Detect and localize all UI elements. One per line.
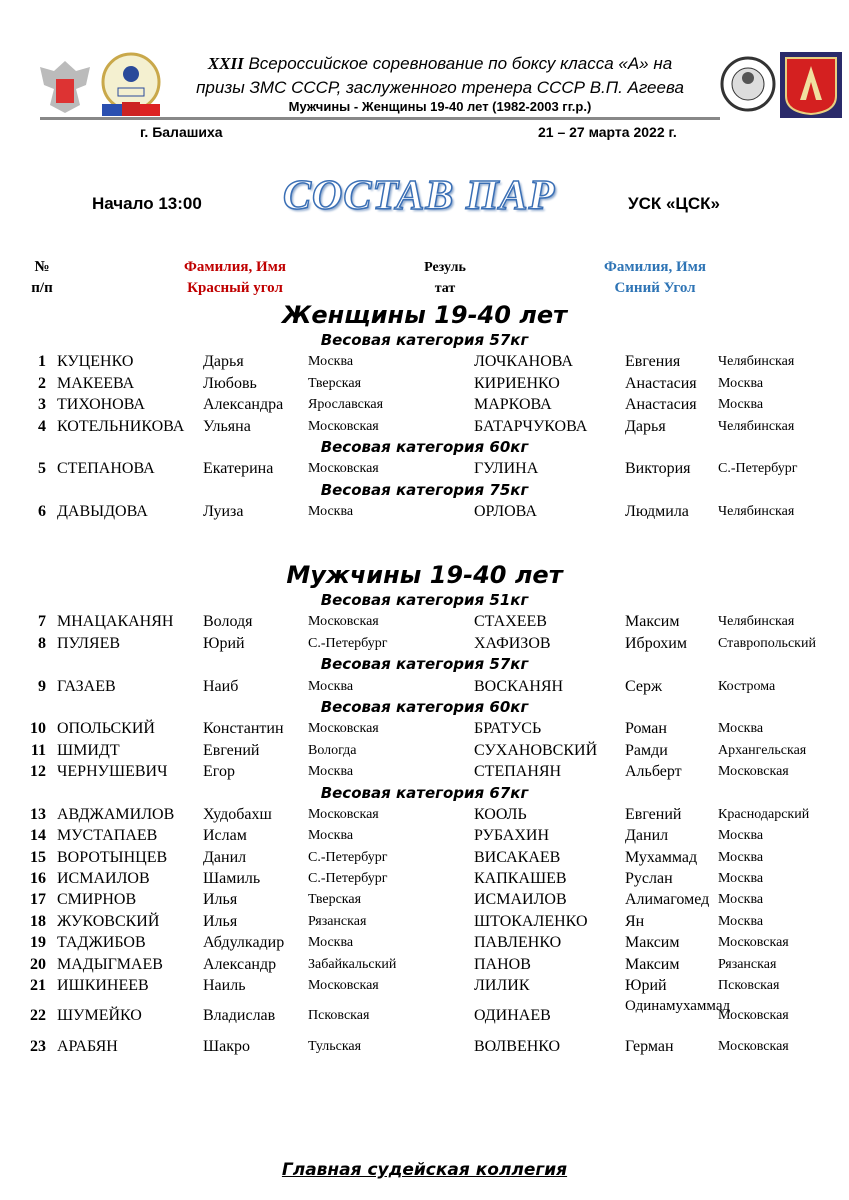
bout-number: 2 <box>38 374 46 392</box>
red-region: Вологда <box>308 742 357 758</box>
blue-region: Москва <box>718 913 764 929</box>
header-roman: XXII <box>207 54 244 73</box>
blue-first-name: Евгений <box>625 805 682 823</box>
red-region: Московская <box>308 461 379 477</box>
blue-first-name: Максим <box>625 613 680 631</box>
blue-first-name: Людмила <box>625 503 689 521</box>
blue-last-name: ПАНОВ <box>474 955 531 973</box>
section-women <box>0 300 849 523</box>
red-region: Московская <box>308 978 379 994</box>
red-emblem-icon <box>780 52 842 118</box>
blue-last-name: ВОСКАНЯН <box>474 677 564 695</box>
blue-region: Московская <box>718 1008 789 1024</box>
red-last-name: ТАДЖИБОВ <box>57 934 146 952</box>
boxing-school-logo-icon <box>720 54 776 114</box>
weight-category: Весовая категория 60кг <box>320 697 529 716</box>
blue-region: Краснодарский <box>718 806 810 822</box>
red-region: С.-Петербург <box>308 849 388 865</box>
blue-first-name: Ян <box>625 912 645 930</box>
table-row <box>0 501 849 522</box>
red-region: Москва <box>308 828 354 844</box>
bout-number: 7 <box>38 613 46 631</box>
bout-number: 3 <box>38 396 46 414</box>
red-first-name: Любовь <box>203 374 257 392</box>
red-region: Тверская <box>308 375 362 391</box>
table-row <box>0 373 849 394</box>
blue-last-name: МАРКОВА <box>474 396 552 414</box>
red-region: Рязанская <box>308 913 367 929</box>
red-first-name: Юрий <box>203 634 245 652</box>
table-row <box>0 868 849 889</box>
red-last-name: ИСМАИЛОВ <box>57 870 150 888</box>
blue-region: С.-Петербург <box>718 461 798 477</box>
red-first-name: Екатерина <box>203 460 274 478</box>
blue-last-name: КИРИЕНКО <box>474 374 560 392</box>
eagle-emblem-icon <box>36 55 94 117</box>
bout-number: 6 <box>38 503 46 521</box>
table-row <box>0 889 849 910</box>
col-number-line1: № <box>34 259 50 275</box>
red-first-name: Наиль <box>203 977 246 995</box>
table-row <box>0 1036 849 1057</box>
red-last-name: ИШКИНЕЕВ <box>57 977 149 995</box>
col-blue-line2: Синий Угол <box>614 280 696 296</box>
blue-last-name: ЛИЛИК <box>474 977 530 995</box>
red-region: Московская <box>308 418 379 434</box>
col-number-line2: п/п <box>31 280 53 296</box>
bout-number: 19 <box>30 934 46 952</box>
page-title: СОСТАВ ПАР <box>283 173 556 219</box>
red-last-name: ДАВЫДОВА <box>57 503 148 521</box>
blue-region: Ставропольский <box>718 635 816 651</box>
blue-last-name: ХАФИЗОВ <box>474 634 551 652</box>
blue-last-name: КООЛЬ <box>474 805 527 823</box>
table-row <box>0 416 849 437</box>
bout-number: 14 <box>30 827 46 845</box>
table-row <box>0 676 849 697</box>
table-row <box>0 740 849 761</box>
blue-first-name: Максим <box>625 955 680 973</box>
table-row <box>0 975 849 996</box>
blue-first-name: Анастасия <box>625 396 697 414</box>
red-last-name: ОПОЛЬСКИЙ <box>57 720 155 738</box>
sfbmo-logo-icon <box>100 52 162 118</box>
red-first-name: Владислав <box>203 1007 276 1025</box>
blue-first-name: Герман <box>625 1038 674 1056</box>
blue-first-name: Одинамухаммад <box>625 998 731 1015</box>
blue-last-name: ШТОКАЛЕНКО <box>474 912 588 930</box>
blue-first-name: Дарья <box>625 417 666 435</box>
red-last-name: ЖУКОВСКИЙ <box>57 912 160 930</box>
bout-number: 21 <box>30 977 46 995</box>
blue-last-name: ОРЛОВА <box>474 503 537 521</box>
col-result-line1: Резуль <box>424 260 466 275</box>
blue-region: Московская <box>718 764 789 780</box>
blue-last-name: ГУЛИНА <box>474 460 539 478</box>
bout-number: 1 <box>38 353 46 371</box>
red-first-name: Наиб <box>203 677 239 695</box>
red-region: Московская <box>308 614 379 630</box>
red-last-name: КОТЕЛЬНИКОВА <box>57 417 185 435</box>
table-row <box>0 458 849 479</box>
blue-region: Москва <box>718 828 764 844</box>
red-first-name: Ульяна <box>203 417 251 435</box>
blue-first-name: Анастасия <box>625 374 697 392</box>
table-row <box>0 394 849 415</box>
table-row <box>0 804 849 825</box>
red-first-name: Илья <box>203 891 238 909</box>
red-last-name: МАДЫГМАЕВ <box>57 955 163 973</box>
bout-number: 8 <box>38 634 46 652</box>
footer-signature-title: Главная судейская коллегия <box>281 1160 568 1180</box>
red-first-name: Александра <box>203 396 284 414</box>
red-last-name: ВОРОТЫНЦЕВ <box>57 848 168 866</box>
red-region: Московская <box>308 721 379 737</box>
red-region: Москва <box>308 504 354 520</box>
blue-first-name: Руслан <box>625 870 673 888</box>
table-row <box>0 847 849 868</box>
red-region: Ярославская <box>308 397 384 413</box>
blue-region: Псковская <box>718 978 780 994</box>
blue-first-name: Мухаммад <box>625 848 698 866</box>
red-last-name: МНАЦАКАНЯН <box>57 613 174 631</box>
table-row <box>0 611 849 632</box>
bout-number: 11 <box>30 741 46 759</box>
bout-number: 16 <box>30 870 46 888</box>
red-first-name: Ислам <box>203 827 247 845</box>
col-blue-header <box>570 257 740 299</box>
blue-last-name: ИСМАИЛОВ <box>474 891 567 909</box>
bout-number: 12 <box>30 763 46 781</box>
red-last-name: АВДЖАМИЛОВ <box>57 805 175 823</box>
bout-number: 9 <box>38 677 46 695</box>
red-first-name: Худобахш <box>203 805 272 823</box>
weight-category: Весовая категория 51кг <box>320 591 529 609</box>
red-region: С.-Петербург <box>308 871 388 887</box>
red-first-name: Володя <box>203 613 253 631</box>
blue-region: Кострома <box>718 678 776 694</box>
blue-region: Московская <box>718 1039 789 1055</box>
blue-region: Челябинская <box>718 614 795 630</box>
col-number-header <box>22 257 62 299</box>
blue-first-name: Альберт <box>625 763 682 781</box>
col-blue-line1: Фамилия, Имя <box>604 259 706 275</box>
blue-first-name: Евгения <box>625 353 681 371</box>
dates: 21 – 27 марта 2022 г. <box>538 124 677 140</box>
blue-last-name: ВИСАКАЕВ <box>474 848 561 866</box>
blue-region: Рязанская <box>718 956 777 972</box>
bout-number: 20 <box>30 955 46 973</box>
blue-region: Москва <box>718 375 764 391</box>
section-title: Мужчины 19-40 лет <box>286 561 563 589</box>
blue-region: Челябинская <box>718 418 795 434</box>
bout-number: 5 <box>38 460 46 478</box>
table-row <box>0 996 849 1036</box>
red-first-name: Данил <box>203 848 247 866</box>
blue-first-name: Иброхим <box>625 634 687 652</box>
venue: УСК «ЦСК» <box>628 194 720 213</box>
bout-number: 23 <box>30 1038 46 1056</box>
blue-last-name: СТЕПАНЯН <box>474 763 562 781</box>
red-region: Москва <box>308 764 354 780</box>
col-result-header <box>400 257 490 299</box>
table-row <box>0 911 849 932</box>
col-red-line1: Фамилия, Имя <box>184 259 286 275</box>
bout-number: 22 <box>30 1007 46 1025</box>
red-region: Москва <box>308 354 354 370</box>
red-first-name: Шамиль <box>203 870 261 888</box>
blue-region: Москва <box>718 849 764 865</box>
red-last-name: ТИХОНОВА <box>57 396 145 414</box>
red-region: Забайкальский <box>308 956 397 972</box>
blue-first-name: Данил <box>625 827 669 845</box>
weight-category: Весовая категория 75кг <box>320 480 529 499</box>
blue-last-name: СТАХЕЕВ <box>474 613 547 631</box>
blue-region: Москва <box>718 892 764 908</box>
weight-category: Весовая категория 60кг <box>320 437 529 456</box>
red-region: С.-Петербург <box>308 635 388 651</box>
red-last-name: ШМИДТ <box>57 741 120 759</box>
blue-region: Москва <box>718 397 764 413</box>
red-first-name: Александр <box>203 955 277 973</box>
table-row <box>0 761 849 782</box>
bout-number: 15 <box>30 848 46 866</box>
header-line1: Всероссийское соревнование по боксу класса «А» на <box>243 54 673 73</box>
bout-number: 17 <box>30 891 46 909</box>
red-first-name: Абдулкадир <box>203 934 285 952</box>
table-row <box>0 932 849 953</box>
blue-last-name: ОДИНАЕВ <box>474 1007 551 1025</box>
red-last-name: ЧЕРНУШЕВИЧ <box>57 763 168 781</box>
blue-last-name: БАТАРЧУКОВА <box>474 417 588 435</box>
table-row <box>0 718 849 739</box>
blue-last-name: ПАВЛЕНКО <box>474 934 562 952</box>
red-first-name: Илья <box>203 912 238 930</box>
table-row <box>0 825 849 846</box>
blue-first-name: Алимагомед <box>625 891 710 909</box>
table-row <box>0 954 849 975</box>
section-title: Женщины 19-40 лет <box>281 301 568 329</box>
blue-first-name: Серж <box>625 677 663 695</box>
city: г. Балашиха <box>140 124 223 140</box>
red-region: Москва <box>308 935 354 951</box>
red-last-name: ШУМЕЙКО <box>57 1007 142 1025</box>
blue-last-name: ЛОЧКАНОВА <box>474 353 573 371</box>
red-first-name: Дарья <box>203 353 244 371</box>
red-first-name: Константин <box>203 720 284 738</box>
red-last-name: ПУЛЯЕВ <box>57 634 121 652</box>
red-first-name: Луиза <box>203 503 244 521</box>
red-last-name: КУЦЕНКО <box>57 353 134 371</box>
red-first-name: Егор <box>203 763 235 781</box>
red-last-name: АРАБЯН <box>57 1038 118 1056</box>
section-men <box>0 560 849 1058</box>
bout-number: 18 <box>30 912 46 930</box>
col-red-line2: Красный угол <box>187 280 283 296</box>
blue-region: Московская <box>718 935 789 951</box>
red-first-name: Евгений <box>203 741 260 759</box>
bout-number: 10 <box>30 720 46 738</box>
blue-region: Челябинская <box>718 504 795 520</box>
header-line2: призы ЗМС СССР, заслуженного тренера СССР В.П. Агеева <box>196 78 684 97</box>
start-time: Начало 13:00 <box>92 194 202 213</box>
blue-first-name: Рамди <box>625 741 668 759</box>
bout-number: 4 <box>38 417 46 435</box>
bout-number: 13 <box>30 805 46 823</box>
blue-last-name: ВОЛВЕНКО <box>474 1038 561 1056</box>
red-region: Московская <box>308 806 379 822</box>
red-last-name: ГАЗАЕВ <box>57 677 116 695</box>
blue-first-name: Виктория <box>625 460 691 478</box>
red-last-name: СМИРНОВ <box>57 891 137 909</box>
table-row <box>0 633 849 654</box>
blue-first-name: Максим <box>625 934 680 952</box>
red-last-name: СТЕПАНОВА <box>57 460 155 478</box>
blue-last-name: РУБАХИН <box>474 827 550 845</box>
blue-region: Архангельская <box>718 742 807 758</box>
red-first-name: Шакро <box>203 1038 251 1056</box>
blue-region: Челябинская <box>718 354 795 370</box>
red-region: Москва <box>308 678 354 694</box>
red-last-name: МУСТАПАЕВ <box>57 827 158 845</box>
blue-last-name: КАПКАШЕВ <box>474 870 567 888</box>
red-region: Псковская <box>308 1008 370 1024</box>
col-result-line2: тат <box>434 281 456 296</box>
red-region: Тульская <box>308 1039 362 1055</box>
col-red-header <box>150 257 320 299</box>
table-row <box>0 351 849 372</box>
weight-category: Весовая категория 57кг <box>320 331 529 349</box>
blue-region: Москва <box>718 871 764 887</box>
header-title <box>160 52 720 100</box>
red-last-name: МАКЕЕВА <box>57 374 135 392</box>
header-subtitle: Мужчины - Женщины 19-40 лет (1982-2003 гг.р.) <box>288 99 592 114</box>
weight-category: Весовая категория 57кг <box>320 655 529 674</box>
blue-first-name: Юрий <box>625 977 667 995</box>
header-divider <box>40 117 720 120</box>
red-region: Тверская <box>308 892 362 908</box>
weight-category: Весовая категория 67кг <box>320 783 529 802</box>
blue-last-name: БРАТУСЬ <box>474 720 542 738</box>
blue-first-name: Роман <box>625 720 667 738</box>
blue-last-name: СУХАНОВСКИЙ <box>474 741 598 759</box>
blue-region: Москва <box>718 721 764 737</box>
